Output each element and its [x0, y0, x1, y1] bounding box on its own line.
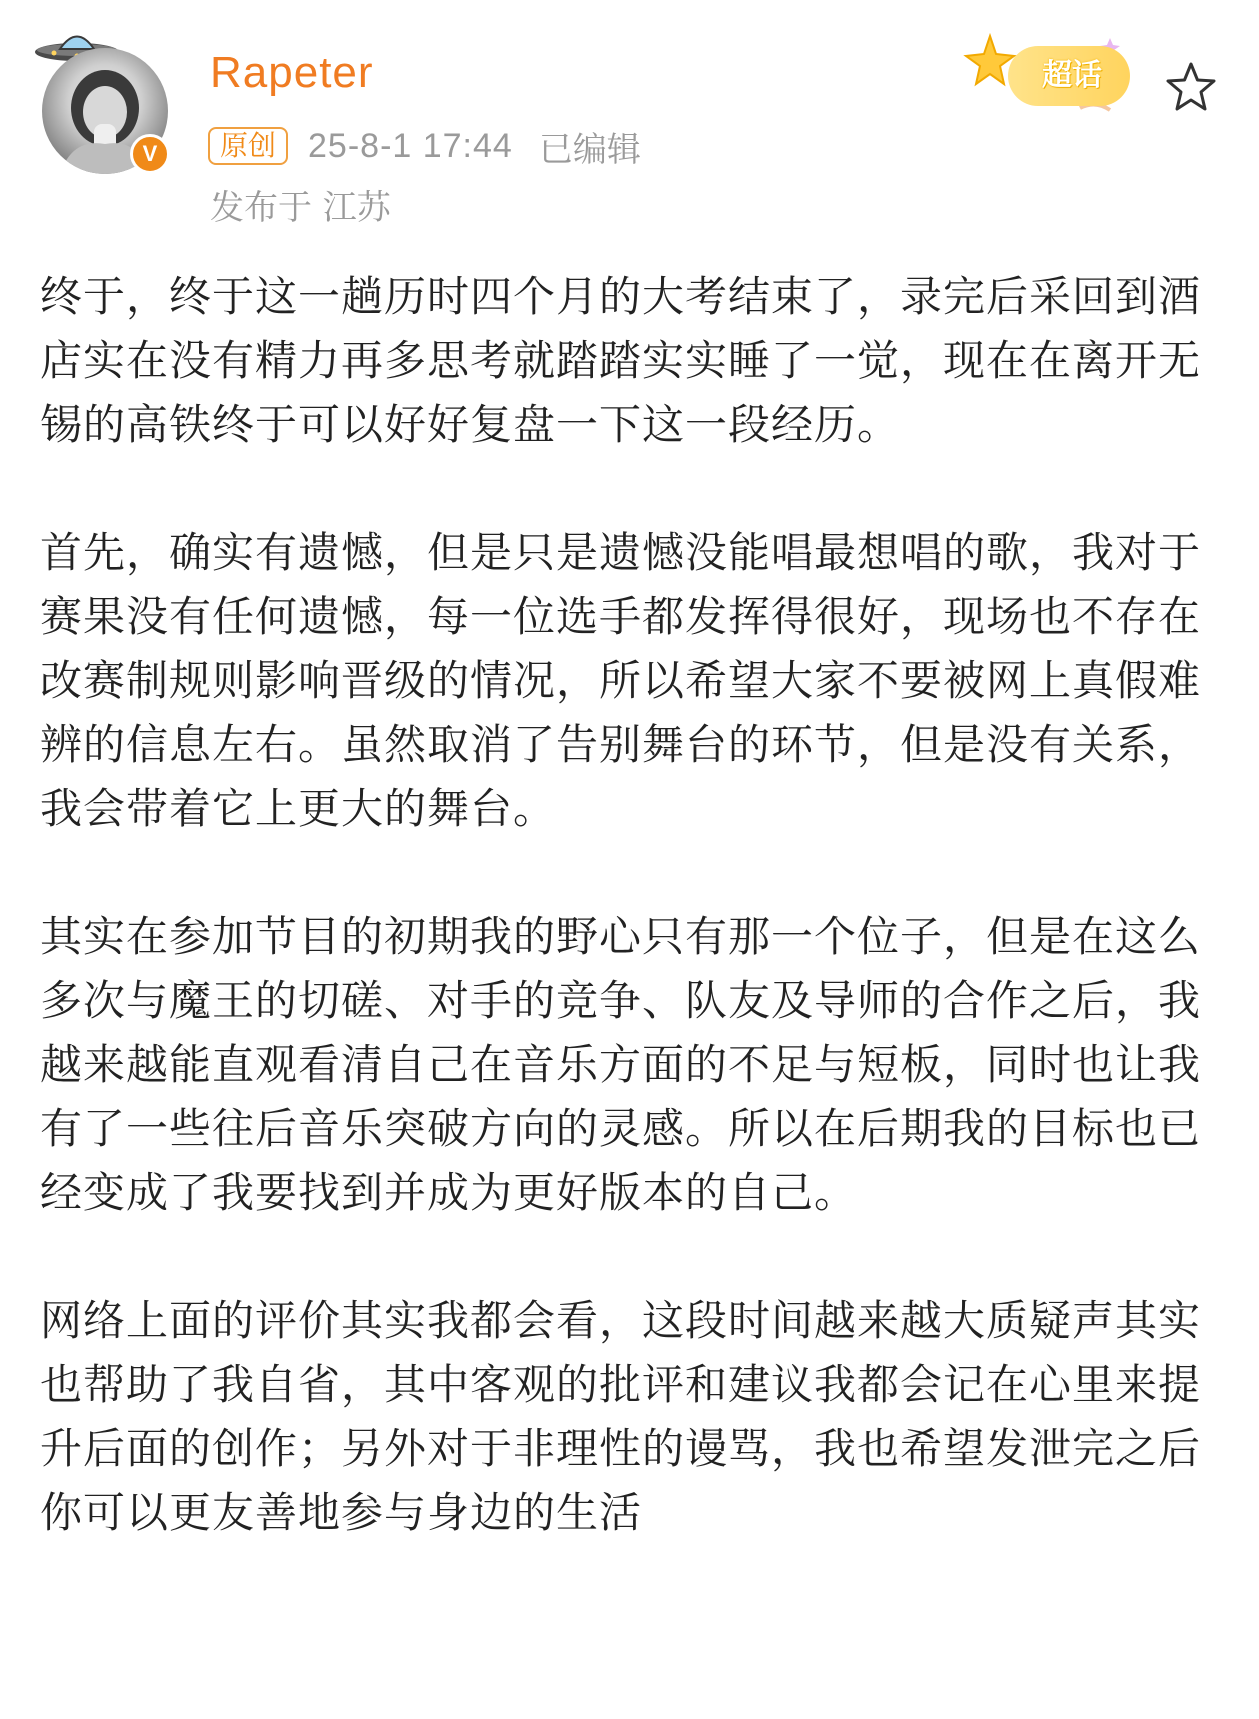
supertopic-button[interactable]: [960, 30, 1140, 120]
verified-badge-icon: V: [130, 134, 170, 174]
post-paragraph: 其实在参加节目的初期我的野心只有那一个位子，但是在这么多次与魔王的切磋、对手的竞争、队友及导师的合作之后，我越来越能直观看清自己在音乐方面的不足与短板，同时也让我有了一些往后音乐突破方向的灵感。所以在后期我的目标也已经变成了我要找到并成为更好版本的自己。: [40, 912, 1202, 1217]
username[interactable]: Rapeter: [210, 48, 374, 97]
edited-label[interactable]: 已编辑: [538, 129, 641, 170]
post-meta: [208, 122, 641, 170]
post-paragraph: 网络上面的评价其实我都会看，这段时间越来越大质疑声其实也帮助了我自省，其中客观的批评和建议我都会记在心里来提升后面的创作；另外对于非理性的谩骂，我也希望发泄完之后你可以更友善地参与身边的生活: [40, 1296, 1202, 1537]
post-paragraph: 首先，确实有遗憾，但是只是遗憾没能唱最想唱的歌，我对于赛果没有任何遗憾，每一位选手都发挥得很好，现场也不存在改赛制规则影响晋级的情况，所以希望大家不要被网上真假难辨的信息左右。虽然取消了告别舞台的环节，但是没有关系，我会带着它上更大的舞台。: [40, 528, 1202, 833]
post-header: [0, 0, 1259, 240]
avatar-container[interactable]: [30, 22, 180, 182]
post-body: [40, 265, 1220, 1609]
post-timestamp: 25-8-1 17:44: [308, 126, 513, 165]
star-outline-icon[interactable]: [1163, 60, 1219, 116]
supertopic-label: 超话: [1042, 58, 1102, 93]
original-badge: 原创: [208, 127, 288, 165]
post-location: 发布于 江苏: [210, 188, 391, 228]
content-fade-overlay: [0, 1600, 1259, 1719]
post-paragraph: 终于，终于这一趟历时四个月的大考结束了，录完后采回到酒店实在没有精力再多思考就踏踏实实睡了一觉，现在在离开无锡的高铁终于可以好好复盘一下这一段经历。: [40, 272, 1202, 449]
